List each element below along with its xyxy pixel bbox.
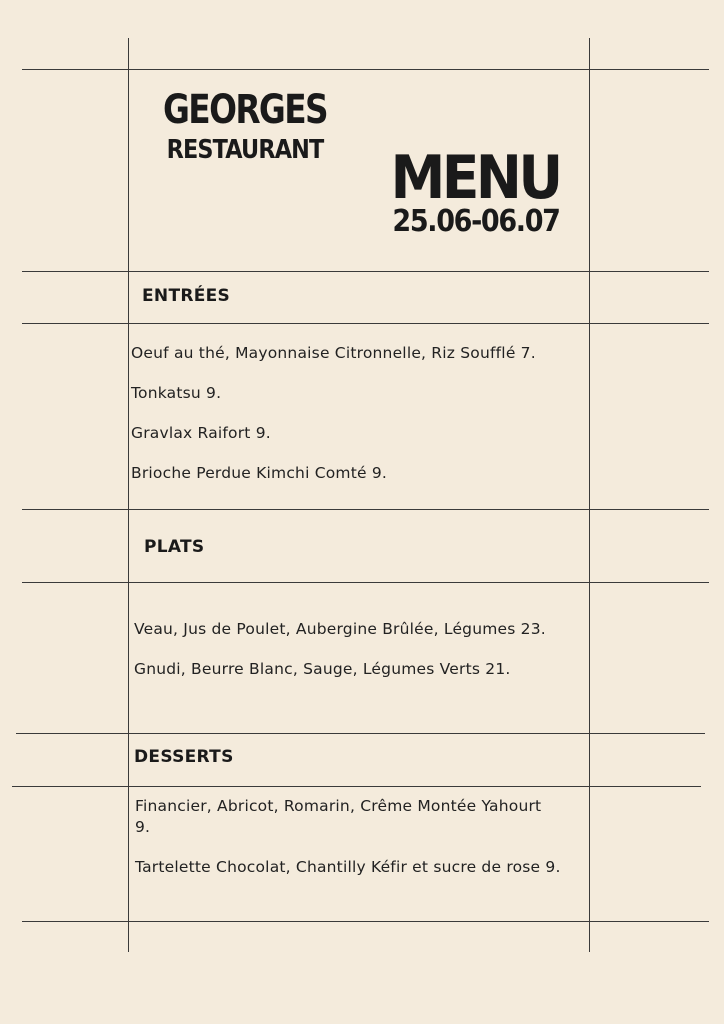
restaurant-name: GEORGES: [163, 87, 327, 133]
grid-line-plats-bottom: [16, 733, 705, 734]
grid-line-entrees-heading-bottom: [22, 323, 709, 324]
restaurant-type: RESTAURANT: [166, 135, 324, 165]
menu-item: Tonkatsu 9.: [131, 384, 222, 402]
menu-item: Oeuf au thé, Mayonnaise Citronnelle, Riz Soufflé 7.: [131, 344, 536, 362]
grid-line-top: [22, 69, 709, 70]
section-heading-desserts: DESSERTS: [134, 747, 234, 767]
menu-item: Brioche Perdue Kimchi Comté 9.: [131, 464, 388, 482]
grid-line-bottom: [22, 921, 709, 922]
grid-line-right: [589, 38, 590, 952]
menu-item: Veau, Jus de Poulet, Aubergine Brûlée, Légumes 23.: [134, 620, 546, 638]
grid-line-left: [128, 38, 129, 952]
menu-item: Gnudi, Beurre Blanc, Sauge, Légumes Verts 21.: [134, 660, 511, 678]
menu-title: MENU: [390, 143, 560, 213]
grid-line-header-bottom: [22, 271, 709, 272]
section-heading-entrees: ENTRÉES: [142, 286, 231, 306]
menu-item: Tartelette Chocolat, Chantilly Kéfir et sucre de rose 9.: [135, 858, 561, 876]
grid-line-plats-heading-bottom: [22, 582, 709, 583]
menu-item: Financier, Abricot, Romarin, Crême Montée Yahourt 9.: [135, 797, 542, 836]
menu-date-range: 25.06-06.07: [392, 204, 560, 239]
menu-item: Gravlax Raifort 9.: [131, 424, 271, 442]
grid-line-entrees-bottom: [22, 509, 709, 510]
section-heading-plats: PLATS: [144, 537, 205, 557]
grid-line-desserts-heading-bottom: [12, 786, 701, 787]
